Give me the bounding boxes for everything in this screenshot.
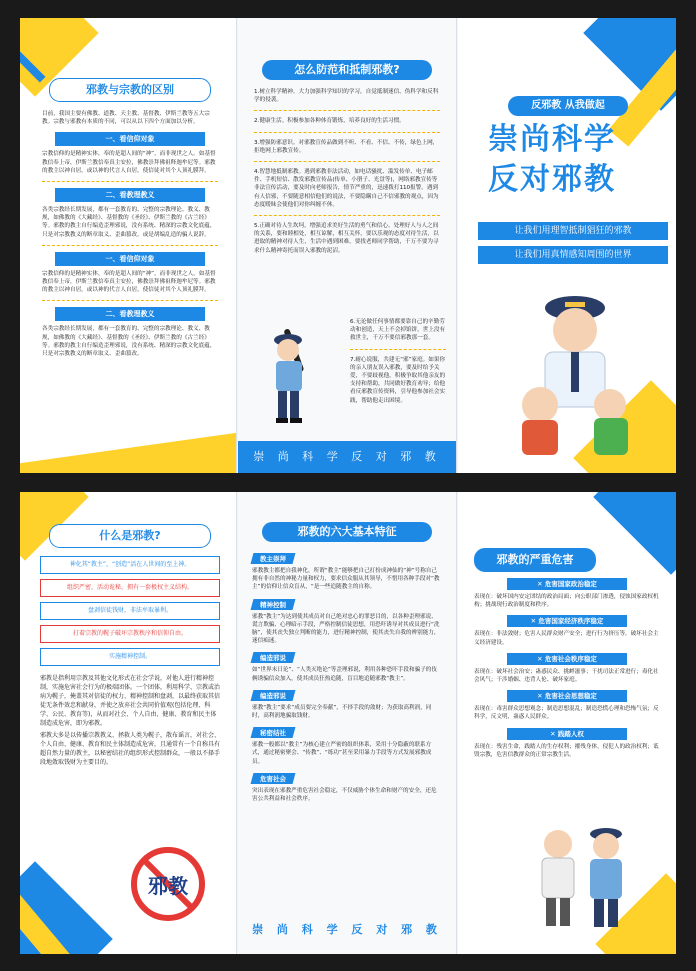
x-icon: ✕ xyxy=(550,729,558,738)
section-text: 各类宗教经长期发展，都有一套教育的、完整的宗教理论、教义、教规，如佛教的《大藏经》、基督教的《圣经》、伊斯兰教的《古兰经》等。邪教的教主自行编造歪理邪说，没有系统、精深的宗教文化底蕴，只是对宗教教义的断章取义、歪曲篡改。 xyxy=(42,326,216,358)
panel-what-is-cult xyxy=(20,492,236,954)
cover-badge: 反邪教 从我做起 xyxy=(508,96,628,116)
feature-tag: 编造邪说 xyxy=(251,690,296,701)
cover-band: 让我们用理智抵制猖狂的邪教 xyxy=(478,222,668,240)
feature-tag: 危害社会 xyxy=(251,773,296,784)
divider xyxy=(254,110,440,111)
harm-heading: ✕ 危害社会思想稳定 xyxy=(507,690,627,702)
feature-text: 如“世界末日论”、“人类灭绝论”等歪理邪说，利用各种恐吓手段和骗子的伎俩诱骗信众加入，使其成员狂热追随，盲目地追随邪教“教主”。 xyxy=(252,667,437,682)
section-text: 各类宗教经长期发展，都有一套教育的、完整的宗教理论、教义、教规，如佛教的《大藏经》、基督教的《圣经》、伊斯兰教的《古兰经》等。邪教的教主自行编造歪理邪说，没有系统、精深的宗教文化底蕴，只是对宗教教义的断章取义、歪曲篡改，或是胡编乱造的骗人说辞。 xyxy=(42,207,216,238)
panel-prevention xyxy=(238,18,456,473)
panel-title: 什么是邪教? xyxy=(49,524,211,548)
feature-text: 邪教“教主”要求“成员要完全奉献”，不择手段的敛财；为获取高利润，同时，高利润地骗取钱财。 xyxy=(252,704,432,720)
panel-content xyxy=(254,60,440,255)
panel-content xyxy=(40,524,220,767)
police-arrest-illustration xyxy=(510,280,640,460)
harm-text: 表现在：破坏社会治安；蛊惑民众、挑衅滋事；干扰司法正常进行；毒化社会风气；干涉婚姻、违背人伦、破坏家庭。 xyxy=(474,668,659,684)
tip-item: 6.无论做任何事情都要靠自己的辛勤劳动和创造，天上不会掉馅饼，世上没有救世主，千万不要信邪教那一套。 xyxy=(350,319,446,342)
definition-text: 邪教是指利用宗教及其他文化形式在社会学说，对他人进行精神控制，实施危害社会行为的极端团体。一个团体，利用科学、宗教或治病为幌子，掩盖其对信徒的权力、精神控制和盘剥，以最终获取其信徒无条件效忠和献身，并使之放弃社会共同价值观(包括伦理、科学、公民、教育等)，从而对社会、个人自由、健康、教育和民主体制造成危害，即为邪教。 xyxy=(40,675,221,727)
definition-text: 邪教大多是以传播宗教教义、拯救人类为幌子，散布谣言，对社会、个人自由、健康、教育和民主体制造成危害，且通常有一个自称具有超自然力量的教主，以秘密结社的组织形式控制群众，一般以不择手段地敛取钱财为主要目的。 xyxy=(40,732,221,766)
cover-title-line2: 反对邪教 xyxy=(488,162,616,197)
divider xyxy=(42,181,218,182)
harm-text: 表现在：破坏国内安定团结的政治局面；向公职部门渗透，侵蚀国家政权机构；挑战现行政治制度和秩序。 xyxy=(474,594,659,609)
divider xyxy=(42,245,218,246)
divider xyxy=(42,300,218,301)
tip-item: 4.智慧地抵制邪教。遇到邪教非法活动，如电话骚扰、滥发传单、电子邮件、手机短信、散发邪教宣传品(传单、小册子、光盘等)，网络邪教宣传等非法宣传活动，要及时向老师报告，情节严重的，迅速拨打110报警。遇到有人信邪，不要随意相信他们的说法，不要隐瞒自己不信邪教的观点，因为态度暧昧会使他们对你纠缠不休。 xyxy=(254,169,439,208)
harm-text: 表现在：非法敛财；危害人民群众财产安全；进行行为挤压等，破坏社会主义经济建设。 xyxy=(474,631,659,646)
feature-text: 邪教“教主”为达到使其成员对自己绝对忠心的罪恶目的，以各种歪理邪说、谎言欺骗、心理暗示手段，严格控制信徒思想，用恐吓诱导对其成员进行“洗脑”，使其丧失独立判断的能力，进行精神控制，使其丧失自我的辨别能力，迷信痴迷。 xyxy=(252,613,440,645)
panel-harms xyxy=(458,492,676,954)
feature-text: 邪教一般都以“教主”为核心建立严密的组织体系，采用十分隐蔽的联系方式，通过秘密聚会、“传教”、“练功”甚至采用暴力手段等方式发展邪教成员。 xyxy=(252,742,432,765)
x-icon: ✕ xyxy=(537,654,545,663)
panel-title: 邪教与宗教的区别 xyxy=(49,78,211,102)
panel-content xyxy=(252,522,442,803)
feature-box: 盘剥信徒钱财，非法牟取暴利。 xyxy=(40,602,220,620)
tip-item: 1.树立科学精神。大力加强科学知识的学习，自觉抵制迷信、伪科学和反科学的侵袭。 xyxy=(254,89,439,104)
tip-item: 5.正确对待人生坎坷，增强追求美好生活的勇气和信心。处理好人与人之间的关系，要和睦相处，相互谅解，相互关怀，要以乐观的态度对待生活，以进取的精神对待人生，生活中遇到困难，要找老师同学帮助，千万不要为寻求什么精神寄托而误入邪教的泥沼。 xyxy=(254,223,439,254)
section-heading: 一、看信仰对象 xyxy=(55,252,205,266)
harm-text: 表现在：毒害群众思想观念；制造思想混乱；制造恐慌心理和恐怖气氛；反科学，反文明，蛊惑人民群众。 xyxy=(474,706,659,721)
divider xyxy=(254,215,440,216)
panel-content xyxy=(474,548,660,759)
divider xyxy=(254,161,440,162)
brochure-outside xyxy=(20,18,676,473)
police-escort-illustration xyxy=(528,822,638,932)
section-heading: 二、看教理教义 xyxy=(55,307,205,321)
harm-heading: ✕ 危害国家政治稳定 xyxy=(507,578,627,590)
feature-tag: 编造邪说 xyxy=(251,652,296,663)
feature-tag: 秘密结社 xyxy=(251,727,296,738)
harm-heading: ✕ 践踏人权 xyxy=(507,728,627,740)
footer-slogan: 崇 尚 科 学 反 对 邪 教 xyxy=(252,923,442,936)
bottom-decoration xyxy=(20,430,236,473)
feature-box: 打着宗教的幌子破坏宗教秩序和信仰自由。 xyxy=(40,625,220,643)
feature-tag: 精神控制 xyxy=(251,599,296,610)
panel-content xyxy=(42,78,218,358)
tip-item: 3.增强防邪意识。对邪教宣传品做到不听、不看、不信、不传，绿色上网，拒绝网上邪教宣传。 xyxy=(254,139,439,154)
x-icon: ✕ xyxy=(537,580,545,588)
section-heading: 二、看教理教义 xyxy=(55,188,205,202)
panel-six-features xyxy=(238,492,456,954)
panel-cult-vs-religion xyxy=(20,18,236,473)
feature-text: 邪教教主都把自我神化，所谓“教主”能够把自己打扮成神仙的“神”号称自己拥有非自然的神秘力量和权力，要求信众服从其领导，不惜用各种手段对“教主”的信仰让信众盲从，“是一些追随教主的自称。 xyxy=(252,568,440,591)
section-text: 宗教信仰的是精神实体，奉的是超人间的“神”，而非现世之人。如基督教信奉上帝，伊斯兰教信奉真主安拉，佛教崇拜佛祖释迦牟尼等。邪教的教主以神自居，或以神的代言人自居，使信徒对其个人顶礼膜拜。 xyxy=(42,270,216,294)
feature-tag: 教主崇拜 xyxy=(251,553,296,564)
divider xyxy=(254,132,440,133)
cover-title-line1: 崇尚科学 xyxy=(488,122,616,157)
tip-item: 7.耐心说服，共建无“邪”家庭。如果你的亲人朋友误入邪教，要及时给予关爱，不要歧视他，积极争取其他亲友的支持和帮助，共同做好教育劝导；给他看反邪教宣传资料，引导他参加社会实践，帮助他走出困境。 xyxy=(350,356,446,404)
no-cult-stamp xyxy=(128,844,208,924)
cover-band: 让我们用真情感知周围的世界 xyxy=(478,246,668,264)
intro-text: 目前，我国主要有佛教、道教、天主教、基督教、伊斯兰教等五大宗教。宗教与邪教有本质的不同，可以从以下四个方面加以分析。 xyxy=(42,111,210,126)
panel-content-lower xyxy=(350,318,446,405)
x-icon: ✕ xyxy=(530,617,539,626)
feature-box: 神化其“教主”，“创造”活在人世间的至上神。 xyxy=(40,556,220,574)
section-heading: 一、看信仰对象 xyxy=(55,132,205,146)
panel-title: 邪教的六大基本特征 xyxy=(262,522,432,542)
footer-slogan: 崇 尚 科 学 反 对 邪 教 xyxy=(238,441,456,473)
divider xyxy=(350,349,446,350)
feature-text: 突出表现在邪教严重危害社会稳定，不仅威胁个体生命和财产的安全，还危害公共利益和社会秩序。 xyxy=(252,787,437,803)
harm-heading: ✕ 危害社会秩序稳定 xyxy=(507,653,627,665)
feature-box: 组织严密，活动诡秘，拥有一套极权主义结构。 xyxy=(40,579,220,597)
harm-text: 表现在：残害生命，践踏人的生存权利；摧残身体，侵犯人的政治权利；诋毁宗教，危害信教群众的正常宗教生活。 xyxy=(474,743,659,758)
x-icon: ✕ xyxy=(537,692,545,701)
panel-title: 怎么防范和抵制邪教? xyxy=(262,60,432,80)
stamp-label: 邪教 xyxy=(148,874,188,898)
panel-cover xyxy=(458,18,676,473)
panel-title: 邪教的严重危害 xyxy=(474,548,596,572)
section-text: 宗教信仰的是精神实体，奉的是超人间的“神”，而非现世之人。如基督教信奉上帝，伊斯兰教信奉真主安拉，佛教崇拜佛祖释迦牟尼等。邪教的教主以神自居，或以神的代言人自居，使信徒对其个人顶礼膜拜。 xyxy=(42,151,216,174)
tip-item: 2.健康生活。积极参加各种体育锻炼，培养良好的生活习惯。 xyxy=(254,118,405,125)
harm-heading: ✕ 危害国家经济秩序稳定 xyxy=(507,615,627,627)
feature-box: 实施精神控制。 xyxy=(40,648,220,666)
brochure-inside xyxy=(20,492,676,954)
police-officer-illustration xyxy=(260,318,324,428)
